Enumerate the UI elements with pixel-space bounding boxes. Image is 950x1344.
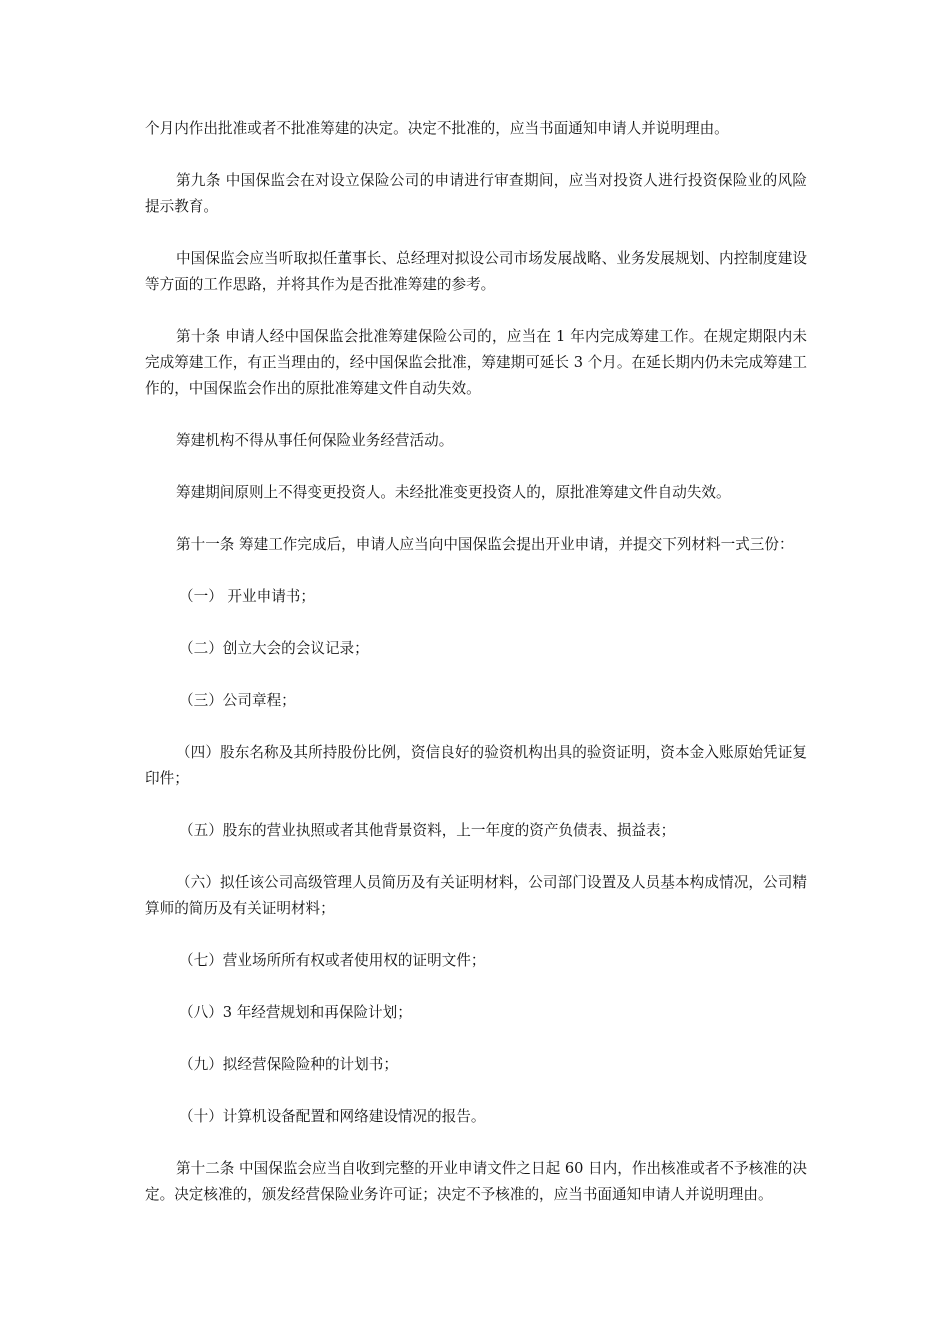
paragraph-gap <box>145 558 807 584</box>
list-item-9: （九）拟经营保险险种的计划书； <box>179 1056 398 1073</box>
paragraph-gap <box>145 1130 807 1156</box>
list-item-6: （六）拟任该公司高级管理人员简历及有关证明材料，公司部门设置及人员基本构成情况，公司精算师的简历及有关证明材料； <box>145 874 807 917</box>
paragraph-gap <box>145 506 807 532</box>
list-item-4: （四）股东名称及其所持股份比例，资信良好的验资机构出具的验资证明，资本金入账原始凭证复印件； <box>145 744 807 787</box>
paragraph-gap <box>145 402 807 428</box>
paragraph-gap <box>145 844 807 870</box>
paragraph-gap <box>145 714 807 740</box>
list-item-10: （十）计算机设备配置和网络建设情况的报告。 <box>179 1108 486 1125</box>
paragraph-gap <box>145 142 807 168</box>
list-item-5: （五）股东的营业执照或者其他背景资料，上一年度的资产负债表、损益表； <box>179 822 676 839</box>
paragraph-gap <box>145 1078 807 1104</box>
paragraph-continuation: 个月内作出批准或者不批准筹建的决定。决定不批准的，应当书面通知申请人并说明理由。 <box>145 120 729 137</box>
list-item-7: （七）营业场所所有权或者使用权的证明文件； <box>179 952 486 969</box>
list-item-1: （一） 开业申请书； <box>179 588 315 605</box>
paragraph-gap <box>145 922 807 948</box>
list-item-2: （二）创立大会的会议记录； <box>179 640 369 657</box>
list-item-3: （三）公司章程； <box>179 692 296 709</box>
paragraph-gap <box>145 792 807 818</box>
list-item-8: （八）3 年经营规划和再保险计划； <box>179 1004 412 1021</box>
paragraph-article-10: 第十条 申请人经中国保监会批准筹建保险公司的，应当在 1 年内完成筹建工作。在规定期限内未完成筹建工作，有正当理由的，经中国保监会批准，筹建期可延长 3 个月。在延长期内仍未完成筹建工作的，中国保监会作出的原批准筹建文件自动失效。 <box>145 328 807 397</box>
paragraph-gap <box>145 1026 807 1052</box>
paragraph-gap <box>145 298 807 324</box>
paragraph-gap <box>145 610 807 636</box>
paragraph-article-12: 第十二条 中国保监会应当自收到完整的开业申请文件之日起 60 日内，作出核准或者不予核准的决定。决定核准的，颁发经营保险业务许可证；决定不予核准的，应当书面通知申请人并说明理由。 <box>145 1160 807 1203</box>
paragraph-gap <box>145 454 807 480</box>
paragraph-article-10-no-business: 筹建机构不得从事任何保险业务经营活动。 <box>176 432 454 449</box>
paragraph-gap <box>145 974 807 1000</box>
document-body <box>145 116 807 1208</box>
paragraph-article-10-investor-change: 筹建期间原则上不得变更投资人。未经批准变更投资人的，原批准筹建文件自动失效。 <box>176 484 731 501</box>
paragraph-article-9: 第九条 中国保监会在对设立保险公司的申请进行审查期间，应当对投资人进行投资保险业的风险提示教育。 <box>145 172 807 215</box>
paragraph-article-11: 第十一条 筹建工作完成后，申请人应当向中国保监会提出开业申请，并提交下列材料一式三份： <box>176 536 794 553</box>
paragraph-gap <box>145 220 807 246</box>
paragraph-article-9-hearing: 中国保监会应当听取拟任董事长、总经理对拟设公司市场发展战略、业务发展规划、内控制度建设等方面的工作思路，并将其作为是否批准筹建的参考。 <box>145 250 807 293</box>
paragraph-gap <box>145 662 807 688</box>
